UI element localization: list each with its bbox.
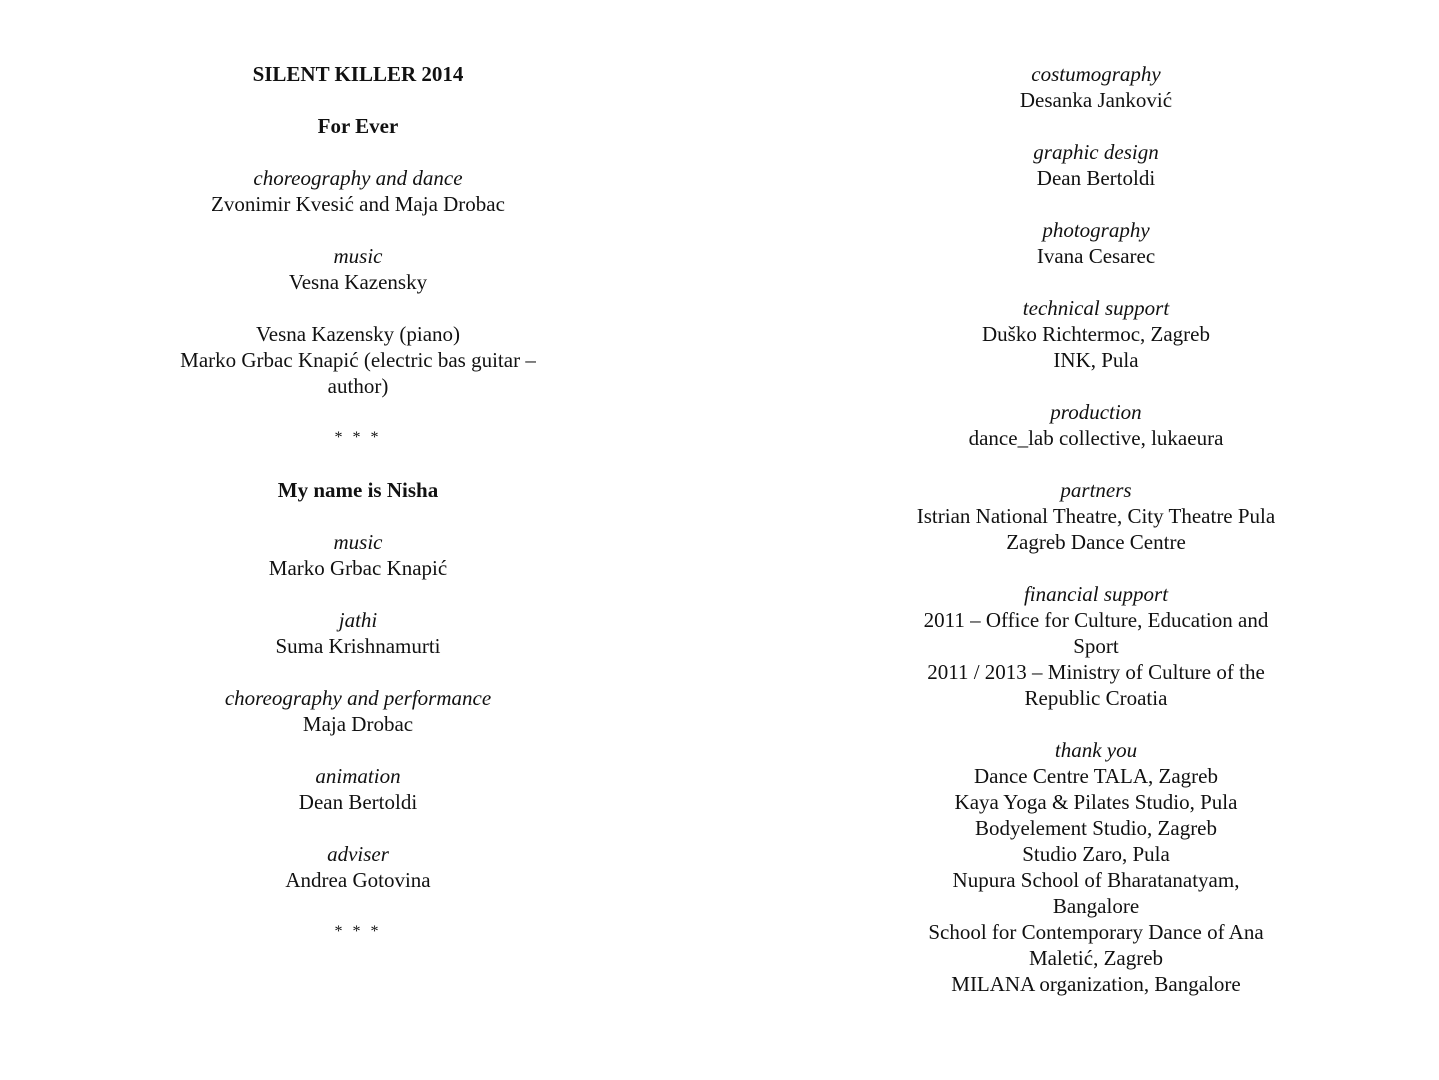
costumography-name: Desanka Janković: [1019, 88, 1173, 112]
costumography-role: costumography: [1031, 62, 1161, 86]
production-name: dance_lab collective, lukaeura: [968, 426, 1224, 450]
partners-role: partners: [1060, 478, 1132, 502]
choreography-name: Zvonimir Kvesić and Maja Drobac: [211, 192, 505, 216]
adviser-name: Andrea Gotovina: [285, 868, 431, 892]
choreography-performance-name: Maja Drobac: [302, 712, 414, 736]
thank-you-line: Nupura School of Bharatanatyam,: [952, 868, 1240, 892]
photography-name: Ivana Cesarec: [1036, 244, 1156, 268]
thank-you-line: Dance Centre TALA, Zagreb: [974, 764, 1218, 788]
financial-support-line: 2011 / 2013 – Ministry of Culture of the: [927, 660, 1265, 684]
production-role: production: [1050, 400, 1142, 424]
jathi-role: jathi: [338, 608, 378, 632]
thank-you-line: Bangalore: [1052, 894, 1140, 918]
performer-guitar-line2: author): [327, 374, 389, 398]
financial-support-line: 2011 – Office for Culture, Education and: [923, 608, 1269, 632]
piece-heading-my-name-is-nisha: My name is Nisha: [277, 478, 439, 502]
animation-name: Dean Bertoldi: [298, 790, 418, 814]
performer-guitar-line1: Marko Grbac Knapić (electric bas guitar –: [180, 348, 536, 372]
thank-you-line: Maletić, Zagreb: [1028, 946, 1164, 970]
thank-you-line: Kaya Yoga & Pilates Studio, Pula: [954, 790, 1238, 814]
performer-piano: Vesna Kazensky (piano): [255, 322, 461, 346]
thank-you-line: Studio Zaro, Pula: [1022, 842, 1170, 866]
music-role: music: [333, 244, 383, 268]
partners-line: Istrian National Theatre, City Theatre Pula: [916, 504, 1276, 528]
thank-you-line: Bodyelement Studio, Zagreb: [974, 816, 1218, 840]
photography-role: photography: [1042, 218, 1150, 242]
thank-you-line: School for Contemporary Dance of Ana: [928, 920, 1264, 944]
right-column: [896, 61, 1296, 997]
financial-support-role: financial support: [1023, 582, 1169, 606]
financial-support-line: Sport: [1073, 634, 1119, 658]
technical-support-line: INK, Pula: [1053, 348, 1139, 372]
choreography-role: choreography and dance: [253, 166, 463, 190]
graphic-design-name: Dean Bertoldi: [1036, 166, 1156, 190]
piece-heading-for-ever: For Ever: [317, 114, 399, 138]
technical-support-line: Duško Richtermoc, Zagreb: [981, 322, 1211, 346]
adviser-role: adviser: [327, 842, 389, 866]
music-name: Marko Grbac Knapić: [268, 556, 448, 580]
section-separator: * * *: [334, 923, 382, 940]
animation-role: animation: [315, 764, 401, 788]
choreography-performance-role: choreography and performance: [224, 686, 492, 710]
music-name: Vesna Kazensky: [288, 270, 428, 294]
page-title: SILENT KILLER 2014: [252, 62, 464, 86]
graphic-design-role: graphic design: [1033, 140, 1159, 164]
jathi-name: Suma Krishnamurti: [275, 634, 441, 658]
thank-you-line: MILANA organization, Bangalore: [951, 972, 1241, 996]
technical-support-role: technical support: [1022, 296, 1170, 320]
left-column: [158, 61, 558, 945]
music-role: music: [333, 530, 383, 554]
thank-you-role: thank you: [1054, 738, 1138, 762]
section-separator: * * *: [334, 429, 382, 446]
partners-line: Zagreb Dance Centre: [1006, 530, 1186, 554]
financial-support-line: Republic Croatia: [1024, 686, 1168, 710]
